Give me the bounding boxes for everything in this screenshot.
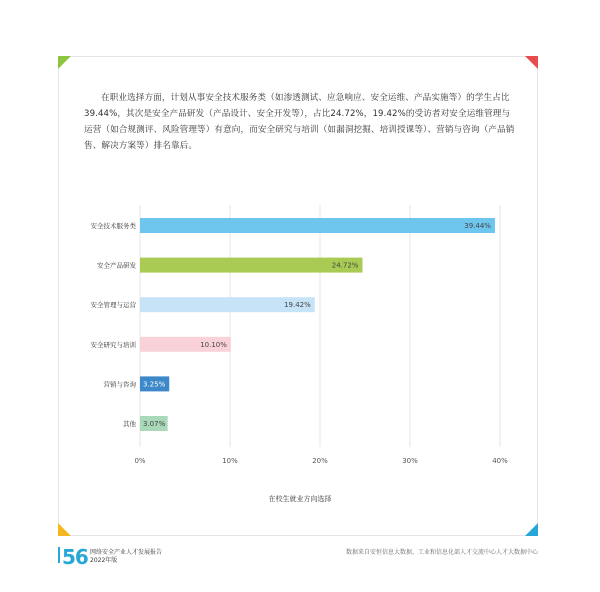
x-axis-title: 在校生就业方向选择	[268, 495, 332, 503]
category-label: 安全产品研发	[97, 261, 136, 270]
report-title: 网络安全产业人才发展报告	[90, 549, 163, 556]
x-tick-label: 0%	[134, 457, 146, 465]
value-label: 24.72%	[331, 261, 359, 270]
report-edition: 2022年版	[90, 557, 118, 564]
x-tick-label: 20%	[312, 457, 328, 465]
data-source-note: 数据来自安恒信息大数据、工业和信息化部人才交流中心人才大数据中心	[345, 549, 538, 556]
category-label: 安全管理与运营	[90, 301, 136, 310]
footer-accent-bar	[58, 547, 60, 563]
x-tick-label: 10%	[222, 457, 238, 465]
intro-paragraph: 在职业选择方面，计划从事安全技术服务类（如渗透测试、应急响应、安全运维、产品实施等）的学生占比39.44%，其次是安全产品研发（产品设计、安全开发等），占比24.72%，19.42%的受访者对安全运维管理与运营（如合规测评、风险管理等）有意向，而安全研究与培训（如漏洞挖掘、培训授课等）、营销与咨询（产品销售、解决方案等）排名靠后。	[84, 92, 515, 151]
category-label: 营销与咨询	[103, 380, 136, 389]
category-label: 安全研究与培训	[90, 340, 136, 349]
x-tick-label: 30%	[402, 457, 418, 465]
category-label: 安全技术服务类	[90, 222, 136, 230]
value-label: 39.44%	[464, 222, 491, 230]
value-label: 19.42%	[284, 301, 311, 310]
value-label: 3.25%	[143, 380, 166, 389]
category-label: 其他	[123, 420, 136, 428]
page-number: 56	[62, 545, 88, 569]
value-label: 3.07%	[143, 420, 166, 428]
bar	[140, 218, 495, 233]
bar	[140, 258, 362, 273]
value-label: 10.10%	[200, 340, 227, 349]
x-tick-label: 40%	[492, 457, 508, 465]
